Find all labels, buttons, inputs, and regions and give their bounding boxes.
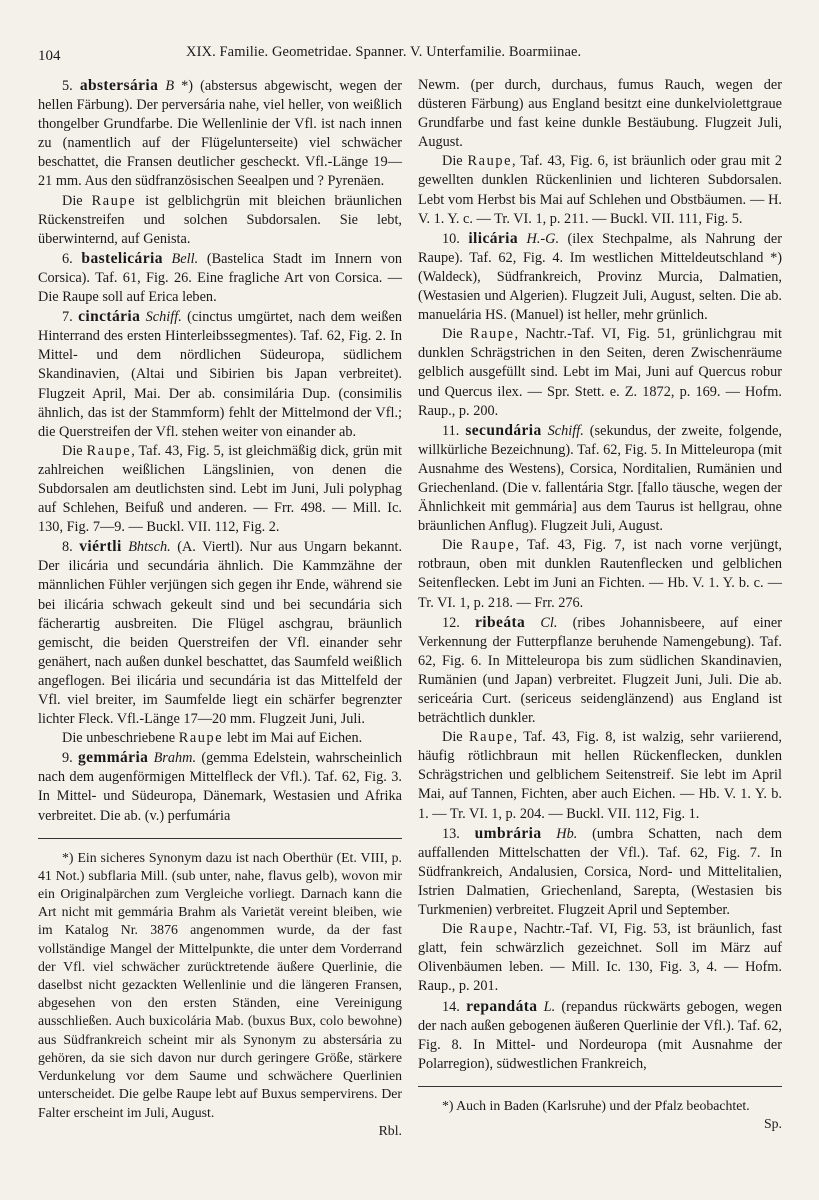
species-name: umbrária (474, 824, 542, 842)
right-column (418, 76, 782, 1133)
species-number: 12. (442, 614, 460, 631)
species-author: Schiff. (145, 309, 182, 326)
raupe-keyword: Raupe (469, 326, 515, 343)
species-name: viértli (79, 538, 122, 556)
paragraph-text: Newm. (per durch, durchaus, fumus Rauch, wegen der düsteren Färbung) aus England besitzt eine dunkelviolettgraue Grundfarbe und fast keine dunkle Bestäubung. Flugzeit Juli, August. (418, 77, 782, 151)
species-name: repandáta (466, 997, 538, 1015)
paragraph (418, 229, 782, 325)
paragraph (418, 152, 782, 228)
paragraph-lead: Die (442, 326, 470, 343)
page-number: 104 (38, 48, 61, 64)
footnote-signature: Rbl. (378, 1122, 402, 1138)
species-name: cinctária (78, 308, 141, 326)
species-number: 10. (442, 230, 460, 247)
footnote-rule (38, 838, 402, 839)
species-author: B (165, 78, 175, 94)
species-description: (ilex Stechpalme, als Nahrung der Raupe). Taf. 62, Fig. 4. Im westlichen Mitteldeutschland *) (Waldeck), Südfrankreich, Provinz Murcia, Dalmatien, (Westasien und Algerien). Flugzeit Juli, August, selten. Die ab. manuelária HS. (Manuel) ist heller, mehr grünlich. (418, 230, 782, 324)
species-description: (umbra Schatten, nach dem auffallenden Mittelschatten der Vfl.). Taf. 62, Fig. 7. In Südfrankreich, Andalusien, Corsica, Nord- und Mittelitalien, Istrien Dalmatien, Griechenland, Sarepta, (Westasien bis Turkmenien) verbreitet. Flugzeit April und September. (418, 825, 783, 919)
species-author: Cl. (540, 614, 558, 631)
paragraph-lead: Die (62, 192, 92, 209)
footnote-text: *) Ein sicheres Synonym dazu ist nach Oberthür (Et. VIII, p. 41 Not.) subflaria Mill. (sub unter, nahe, flavus gelb), wovon mir ein Originalpärchen zum Vergleiche vorliegt. Darnach kann die Art nicht mit gemmária Brahm als Varietät vereint bleiben, wie im Katalog Nr. 3876 angenommen wurde, da der fast vollständige Mangel der Mittelpunkte, die unter dem Vorderrand der Vfl. viel schwächer zurücktretende äußere Querlinie, die daselbst nicht gezackten Wellenlinie und die längeren Fransen, abgesehen von den ersten Ständen, eine Vereinigung ausschließen. Auch buxicolária Mab. (buxus Bux, colo bewohne) aus Südfrankreich scheint mir als Synonym zu abstersária zu gehören, da sie sich davon nur durch geringere Größe, stärkere Verdunkelung vor dem Saume und schwächere Querlinien unterscheidet. Die gelbe Raupe lebt auf Buxus sempervirens. Der Falter erscheint im Juli, August. (38, 849, 402, 1120)
species-number: 5. (62, 78, 73, 94)
raupe-keyword: Raupe (469, 729, 514, 746)
species-description: (sekundus, der zweite, folgende, willkürliche Bezeichnung). Taf. 62, Fig. 5. In Mitteleuropa (mit Ausnahme des Westens), Corsica, Norditalien, Rumänien und Griechenland. (Die v. fallentária Stgr. [fallo täusche, wegen der Ähnlichkeit mit gemmária] aus dem Taurus ist hellgrau, ohne bräunlichen Anflug). Flugzeit Juli, August. (418, 422, 782, 535)
species-number: 9. (62, 750, 73, 767)
species-description: (gemma Edelstein, wahrscheinlich nach dem augenförmigen Mittelfleck der Vfl.). Taf. 62, Fig. 3. In Mittel- und Südeuropa, Dänemark, Westasien und Afrika verbreitet. Die ab. (v.) perfumária (38, 750, 402, 824)
paragraph-lead: Die unbeschriebene (62, 730, 179, 747)
paragraph-text: , Nachtr.-Taf. VI, Fig. 51, grünlichgrau mit dunklen Schrägstrichen in den Seiten, deren Zwischenräume gelblich ausgefüllt sind. Lebt im Mai, Juni auf Quercus robur und Quercus ilex. — Spr. Stett. e. Z. 1872, p. 169. — Hofm. Raup., p. 200. (418, 326, 782, 419)
paragraph-text: ist gelblichgrün mit bleichen bräunlichen Rückenstreifen und solchen Subdorsalen. Sie lebt, überwinternd, auf Genista. (38, 192, 402, 247)
species-number: 8. (62, 539, 73, 556)
species-name: bastelicária (81, 249, 163, 267)
paragraph-lead: Die (442, 729, 470, 746)
paragraph (38, 537, 402, 729)
raupe-keyword: Raupe (86, 442, 132, 459)
footnote (38, 849, 402, 1140)
species-author: Bell. (171, 250, 199, 267)
paragraph (38, 442, 402, 537)
running-title: XIX. Familie. Geometridae. Spanner. V. Unterfamilie. Boarmiinae. (186, 44, 582, 60)
paragraph (38, 729, 402, 748)
species-number: 13. (442, 825, 460, 842)
left-column (38, 76, 402, 1140)
raupe-keyword: Raupe (467, 153, 513, 170)
species-description: (Bastelica Stadt im Innern von Corsica). Taf. 61, Fig. 26. Eine fragliche Art von Corsica. — Die Raupe soll auf Erica leben. (38, 250, 402, 306)
paragraph (38, 192, 402, 249)
paragraph-lead: Die (442, 537, 471, 554)
species-name: ilicária (468, 229, 519, 247)
species-description: (A. Viertl). Nur aus Ungarn bekannt. Der ilicária und secundária ähnlich. Die Kammzähne der männlichen Fühler verjüngen sich gegen ihr Ende, während sie bei ilicária schwach gekeult sind und bei secundária sich fächerartig ausbreiten. Die Flügel aschgrau, bräunlich gemischt, die beiden Querstreifen der Vfl. einander sehr genähert, nach außen dunkel beschattet, das Saumfeld weißlich angeflogen. Bei ilicária und secundária ist das Mittelfeld der Vfl. viel breiter, im Saumfelde liegt ein schärfer begrenzter lichter Fleck. Vfl.-Länge 17—20 mm. Flugzeit Juni, Juli. (38, 539, 403, 728)
paragraph (418, 536, 782, 612)
species-author: Schiff. (547, 422, 584, 439)
paragraph-text: , Taf. 43, Fig. 5, ist gleichmäßig dick, grün mit zahlreichen weißlichen Längslinien, von denen die Subdorsalen am deutlichsten sind. Lebt im Juni, Juli polyphag auf Schlehen, Beifuß und anderen. — Frr. 498. — Mill. Ic. 130, Fig. 7—9. — Buckl. VII. 112, Fig. 2. (38, 442, 402, 536)
paragraph (418, 325, 782, 420)
paragraph (418, 997, 782, 1074)
species-number: 7. (62, 309, 73, 326)
paragraph (418, 76, 782, 152)
paragraph (38, 748, 402, 825)
species-author: Brahm. (153, 750, 197, 767)
species-description: *) (abstersus abgewischt, wegen der hellen Färbung). Der perversária nahe, viel heller, von weißlich thongelber Grundfarbe. Die Wellenlinie der Vfl. ist nach innen zu (namentlich auf der Flügelunterseite) viel schwächer beschattet, die Fransen deutlicher gescheckt. Vfl.-Länge 19—21 mm. Aus den südfranzösischen Seealpen und ? Pyrenäen. (38, 78, 402, 190)
species-description: (ribes Johannisbeere, auf einer Verkennung der Futterpflanze beruhende Namengebung). Taf. 62, Fig. 6. In Mitteleuropa bis zum südlichen Skandinavien, Rumänien (und Japan) verbreitet. Flugzeit Juni, Juli. Die ab. sericeária Curt. (sericeus seidenglänzend) aus England ist beträchtlich dunkler. (418, 614, 782, 727)
paragraph (418, 728, 782, 823)
species-name: secundária (465, 421, 542, 439)
paragraph-lead: Die (442, 921, 470, 938)
raupe-keyword: Raupe (470, 537, 516, 554)
footnote (418, 1097, 782, 1133)
paragraph-text: , Nachtr.-Taf. VI, Fig. 53, ist bräunlich, fast glatt, fein schwärzlich gezeichnet. Soll im März auf Olivenbäumen leben. — Mill. Ic. 130, Fig. 3, 4. — Hofm. Raup., p. 201. (418, 921, 783, 995)
footnote-signature: Sp. (763, 1116, 782, 1132)
raupe-keyword: Raupe (178, 730, 224, 747)
paragraph (38, 249, 402, 307)
paragraph-lead: Die (62, 442, 87, 459)
raupe-keyword: Raupe (469, 921, 514, 938)
species-name: abstersária (79, 77, 159, 94)
paragraph-lead: Die (442, 153, 468, 170)
page-header (38, 40, 783, 64)
species-name: gemmária (77, 749, 149, 767)
footnote-rule (418, 1086, 782, 1087)
paragraph-text: , Taf. 43, Fig. 6, ist bräunlich oder grau mit 2 gewellten dunklen Rückenlinien und lichteren Subdorsalen. Lebt vom Herbst bis Mai auf Schlehen und Obstbäumen. — H. V. 1. Y. c. — Tr. VI. 1, p. 211. — Buckl. VII. 111, Fig. 5. (418, 153, 783, 227)
paragraph (418, 824, 782, 920)
footnote-text: *) Auch in Baden (Karlsruhe) und der Pfalz beobachtet. (442, 1097, 750, 1113)
raupe-keyword: Raupe (91, 192, 137, 209)
paragraph (418, 421, 782, 537)
species-name: ribeáta (475, 613, 526, 631)
paragraph-text: lebt im Mai auf Eichen. (223, 730, 363, 747)
species-description: (cinctus umgürtet, nach dem weißen Hinterrand des ersten Hinterleibssegmentes). Taf. 62, Fig. 2. In Mittel- und dem nördlichen Südeuropa, südlichem Skandinavien, (Altai und Sibirien bis Japan verbreitet). Flugzeit April, Mai. Der ab. consimilária Dup. (consimilis ähnlich, das ist der Stammform) fehlt der Mittelmond der Vfl.; die Querstreifen der Vfl. stehen weiter von einander ab. (38, 309, 403, 440)
species-description: (repandus rückwärts gebogen, wegen der nach außen gebogenen äußeren Querlinie der Vfl.). Taf. 62, Fig. 8. In Mittel- und Nordeuropa (mit Ausnahme der Polarregion), südwestlichen Frankreich, (418, 998, 783, 1072)
species-number: 6. (62, 250, 73, 267)
species-author: Bhtsch. (128, 539, 171, 556)
paragraph (38, 76, 402, 192)
paragraph-text: , Taf. 43, Fig. 8, ist walzig, sehr variierend, häufig rötlichbraun mit hellen Rückenflecken, dunklen Schrägstrichen und gelblichem Seitenstreif. Sie lebt im April Mai, auf Tannen, Fichten, aber auch Eichen. — Hb. V. 1. Y. b. 1. — Tr. VI. 1, p. 204. — Buckl. VII. 112, Fig. 1. (418, 729, 782, 822)
species-number: 14. (442, 998, 460, 1015)
species-number: 11. (442, 422, 460, 439)
paragraph (38, 307, 402, 442)
paragraph-text: , Taf. 43, Fig. 7, ist nach vorne verjüngt, rotbraun, oben mit dunklen Rautenflecken und gelblichen Seitenflecken. Lebt im Juni an Fichten. — Hb. V. 1. Y. b. c. — Tr. VI. 1, p. 218. — Frr. 276. (418, 537, 782, 611)
species-author: H.-G. (526, 230, 560, 247)
species-author: Hb. (556, 825, 578, 842)
paragraph (418, 920, 782, 996)
species-author: L. (543, 998, 556, 1015)
paragraph (418, 613, 782, 729)
